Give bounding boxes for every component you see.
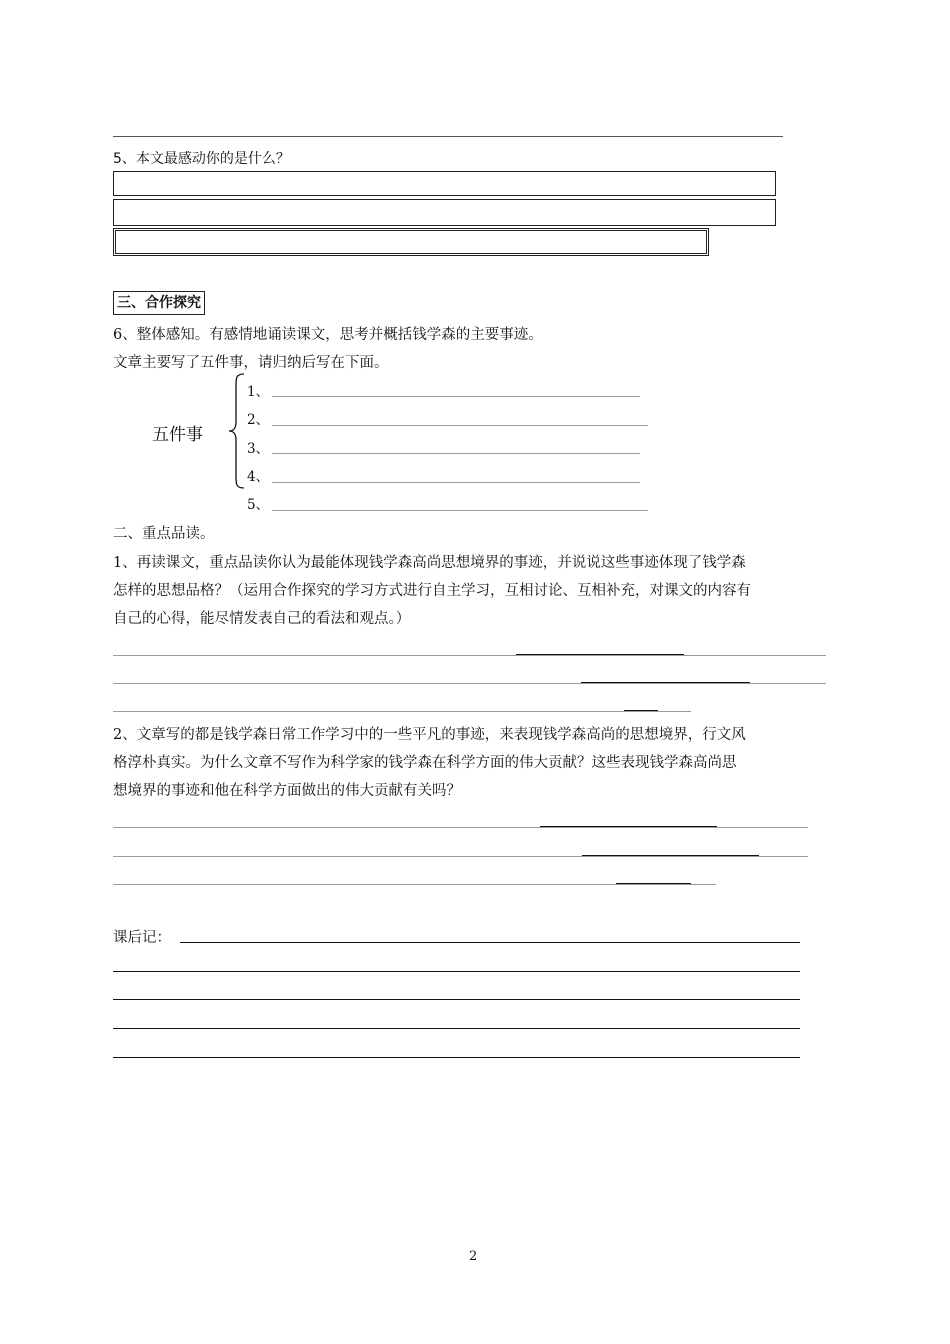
s2-q2-answer-line-3-segment: [616, 883, 691, 884]
event-item-3-label: 3、: [247, 441, 270, 457]
s2-q2-answer-line-3[interactable]: [113, 884, 716, 885]
notes-line-3[interactable]: [113, 999, 800, 1000]
event-item-4-line[interactable]: [272, 482, 640, 483]
s2-q1-answer-line-1-segment: [516, 654, 684, 655]
s2-q1-line-2: 怎样的思想品格？（运用合作探究的学习方式进行自主学习，互相讨论、互相补充，对课文的内容有: [113, 583, 751, 599]
s2-q2-answer-line-1[interactable]: [113, 827, 808, 828]
five-events-label: 五件事: [152, 425, 203, 445]
event-item-1-line[interactable]: [272, 396, 640, 397]
event-item-1-label: 1、: [247, 384, 270, 400]
notes-label: 课后记：: [113, 930, 171, 946]
q5-answer-box-3[interactable]: [113, 228, 709, 256]
top-rule: [113, 136, 783, 137]
notes-line-5[interactable]: [113, 1057, 800, 1058]
event-item-3-line[interactable]: [272, 453, 640, 454]
q5-answer-box-1[interactable]: [113, 171, 776, 196]
s2-q1-answer-line-2-segment: [581, 682, 750, 683]
page-number: 2: [469, 1249, 478, 1264]
event-item-2-line[interactable]: [272, 425, 648, 426]
notes-line-4[interactable]: [113, 1028, 800, 1029]
q6-instruction: 6、整体感知。有感情地诵读课文，思考并概括钱学森的主要事迹。: [113, 327, 543, 343]
notes-line-2[interactable]: [113, 971, 800, 972]
event-item-5-line[interactable]: [272, 510, 648, 511]
s2-q2-answer-line-2[interactable]: [113, 856, 808, 857]
s2-q1-line-1: 1、再读课文，重点品读你认为最能体现钱学森高尚思想境界的事迹，并说说这些事迹体现了钱学森: [113, 555, 746, 571]
event-item-5-label: 5、: [247, 497, 270, 513]
s2-q2-line-3: 想境界的事迹和他在科学方面做出的伟大贡献有关吗？: [113, 783, 461, 799]
s2-q1-answer-line-3-segment: [624, 710, 658, 711]
notes-line-1[interactable]: [180, 942, 800, 943]
q5-label: 5、本文最感动你的是什么？: [113, 151, 290, 167]
s2-q2-line-2: 格淳朴真实。为什么文章不写作为科学家的钱学森在科学方面的伟大贡献？这些表现钱学森高尚思: [113, 755, 737, 771]
section3-heading: 三、合作探究: [113, 291, 205, 315]
event-item-2-label: 2、: [247, 412, 270, 428]
curly-brace-icon: [226, 372, 248, 490]
q6-subinstruction: 文章主要写了五件事，请归纳后写在下面。: [113, 355, 389, 371]
s2-q1-answer-line-3[interactable]: [113, 711, 691, 712]
s2-q2-line-1: 2、文章写的都是钱学森日常工作学习中的一些平凡的事迹，来表现钱学森高尚的思想境界，行文风: [113, 727, 746, 743]
s2-q1-answer-line-2[interactable]: [113, 683, 826, 684]
event-item-4-label: 4、: [247, 469, 270, 485]
s2-q1-answer-line-1[interactable]: [113, 655, 826, 656]
s2-q1-line-3: 自己的心得，能尽情发表自己的看法和观点。）: [113, 611, 411, 627]
q5-answer-box-2[interactable]: [113, 199, 776, 226]
section2-heading: 二、重点品读。: [113, 526, 215, 542]
s2-q2-answer-line-2-segment: [582, 855, 759, 856]
s2-q2-answer-line-1-segment: [540, 826, 717, 827]
